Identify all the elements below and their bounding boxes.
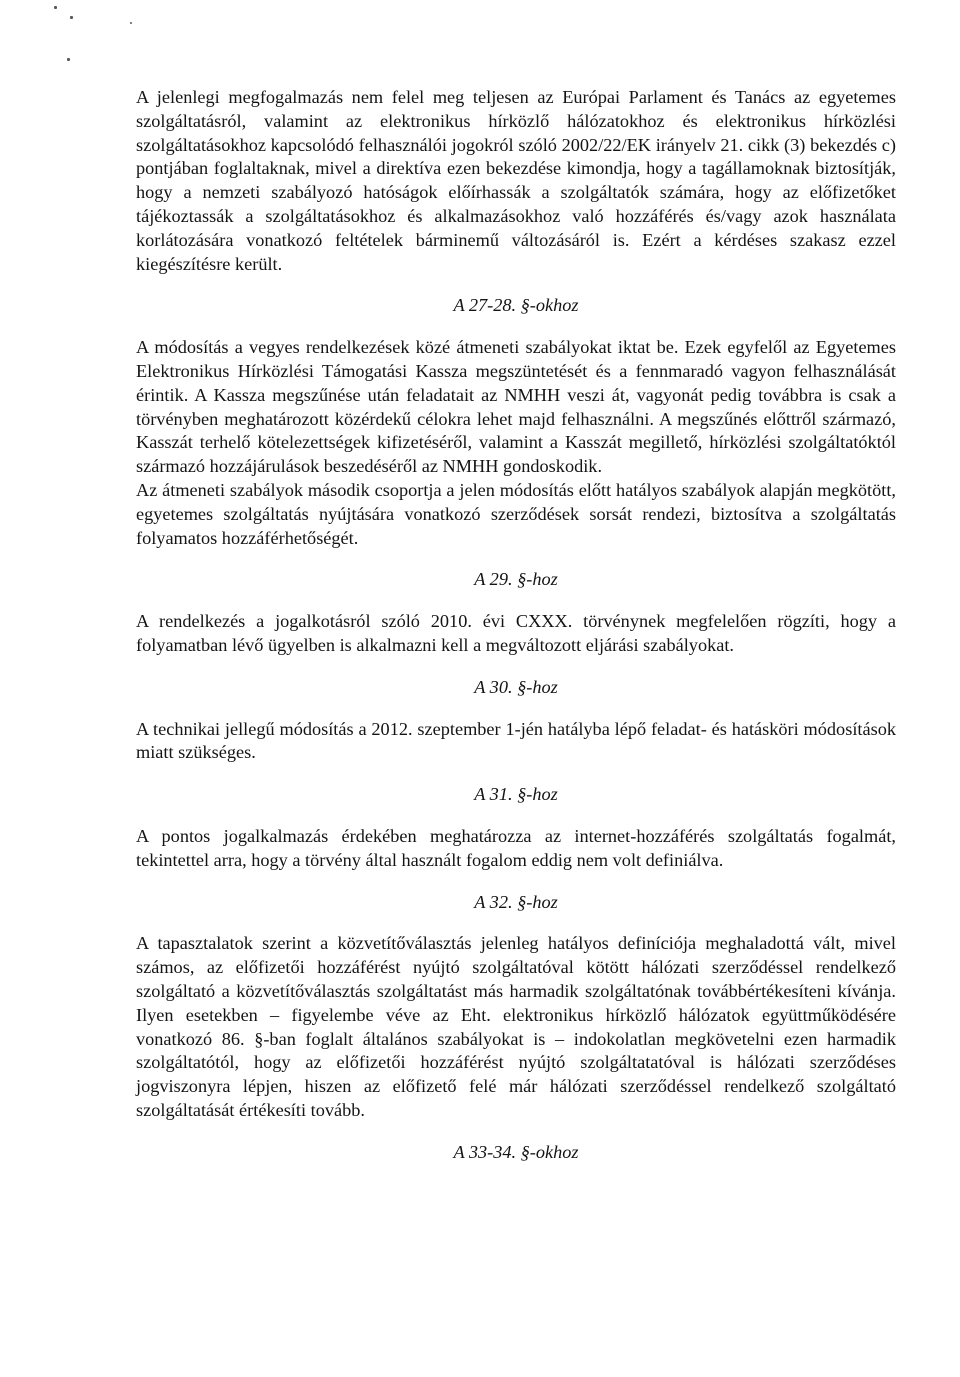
paragraph-procedural-rules: A rendelkezés a jogalkotásról szóló 2010. évi CXXX. törvénynek megfelelően rögzíti, hogy a folyamatban lévő ügyelben is alkalmazni kell a megváltozott eljárási szabályokat. (136, 611, 896, 655)
paragraph-technical-amendment: A technikai jellegű módosítás a 2012. szeptember 1-jén hatályba lépő feladat- és hatásköri módosítások miatt szükséges. (136, 718, 896, 763)
scan-speck (70, 16, 73, 19)
section-heading-33-34: A 33-34. §-okhoz (453, 1141, 579, 1162)
scan-speck (67, 58, 70, 61)
section-heading-29: A 29. §-hoz (474, 569, 558, 590)
section-heading-31: A 31. §-hoz (474, 784, 558, 805)
paragraph-transitional-rules: A módosítás a vegyes rendelkezések közé átmeneti szabályokat iktat be. Ezek egyfelől az Egyetemes Elektronikus Hírközlési Támogatási Kassza megszüntetését és a fennmaradó vagyon felhasználását érintik. A Kassza megszűnése után feladatait az NMHH veszi át, vagyonát pedig továbbra is csak a törvényben meghatározott közérdekű célokra lehet majd felhasználni. A megszűnés előttről származó, Kasszát terhelő kötelezettségek kifizetéséről, valamint a Kasszát megillető, hírközlési szolgáltatóktól származó hozzájárulások beszedéséről az NMHH gondoskodik. (136, 337, 896, 477)
paragraph-internet-access-definition: A pontos jogalkalmazás érdekében meghatározza az internet-hozzáférés szolgáltatás fogalmát, tekintettel arra, hogy a törvény által használt fogalom eddig nem volt definiálva. (136, 825, 896, 870)
section-heading-27-28: A 27-28. §-okhoz (453, 295, 579, 316)
document-body (136, 86, 896, 1164)
section-heading-30: A 30. §-hoz (474, 676, 558, 697)
scan-speck (130, 22, 132, 24)
paragraph-transitional-rules-second: Az átmeneti szabályok második csoportja a jelen módosítás előtt hatályos szabályok alapján megkötött, egyetemes szolgáltatás nyújtására vonatkozó szerződések sorsát rendezi, biztosítva a szolgáltatás folyamatos hozzáférhetőségét. (136, 479, 896, 548)
paragraph-carrier-selection: A tapasztalatok szerint a közvetítőválasztás jelenleg hatályos definíciója meghaladottá vált, mivel számos, az előfizetői hozzáférést nyújtó szolgáltatóval kötött hálózati szerződéssel rendelkező szolgáltató a közvetítőválasztás szolgáltatást más harmadik szolgáltatónak továbbértékesíteni kívánja. Ilyen esetekben – figyelembe véve az Eht. elektronikus hírközlő hálózatok együttműködésére vonatkozó 86. §-ban foglalt általános szabályokat is – indokolatlan megkövetelni ezen harmadik szolgáltatótól, hogy az előfizetői hozzáférést nyújtó szolgáltatatóval is hálózati szerződéses jogviszonyra lépjen, hiszen az előfizető felé már hálózati szerződéssel rendelkező szolgáltató szolgáltatását értékesíti tovább. (136, 933, 896, 1120)
section-heading-32: A 32. §-hoz (474, 891, 558, 912)
scan-speck (54, 6, 57, 9)
paragraph-directive-amendment: A jelenlegi megfogalmazás nem felel meg teljesen az Európai Parlament és Tanács az egyetemes szolgáltatásról, valamint az elektronikus hírközlő hálózatokhoz és elektronikus hírközlési szolgáltatásokhoz kapcsolódó felhasználói jogokról szóló 2002/22/EK irányelv 21. cikk (3) bekezdés c) pontjában foglaltaknak, mivel a direktíva ezen bekezdése kimondja, hogy a tagállamoknak biztosítják, hogy a nemzeti szabályozó hatóságok előírhassák a szolgáltatók számára, hogy az előfizetőket tájékoztassák a szolgáltatásokhoz és alkalmazásokhoz való hozzáférés és/vagy azok használata korlátozására vonatkozó feltételek bárminemű változásáról is. Ezért a kérdéses szakasz ezzel kiegészítésre került. (136, 87, 896, 274)
